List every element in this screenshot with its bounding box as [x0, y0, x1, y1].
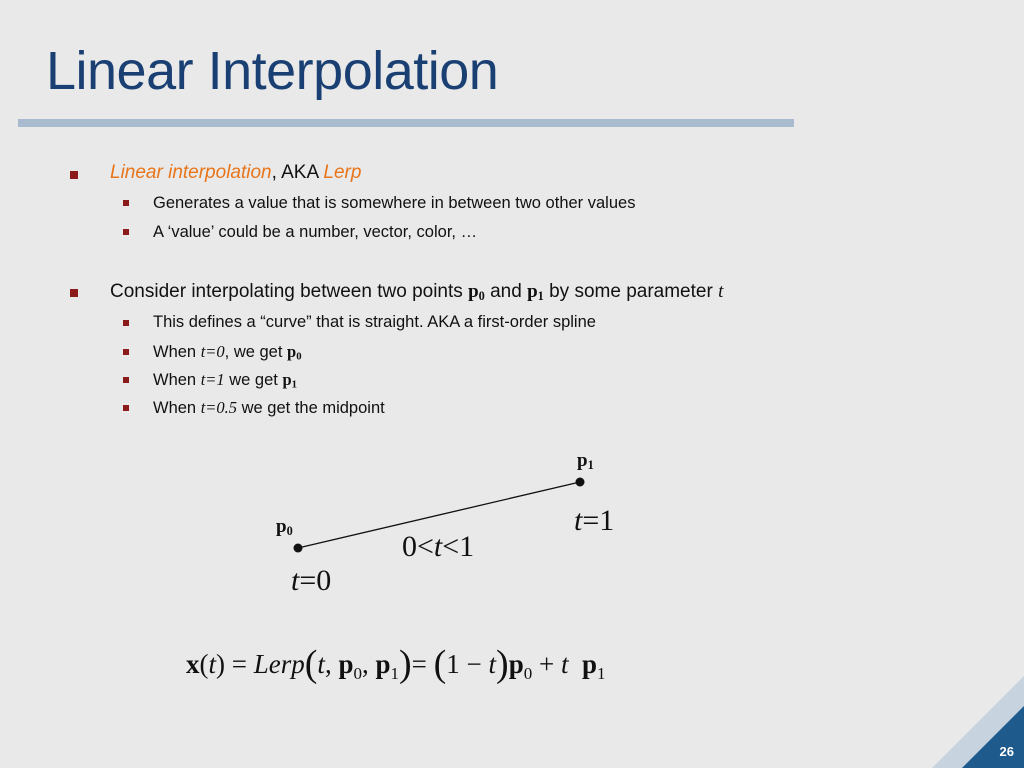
- term-lerp: Lerp: [323, 162, 362, 183]
- sub-bullet-midpoint: When t=0.5 we get the midpoint: [153, 398, 385, 417]
- sub-bullet-generates: Generates a value that is somewhere in between two other values: [153, 194, 636, 212]
- point-p1: $p_1$: [527, 281, 544, 304]
- term-linear-interpolation: Linear interpolation: [110, 162, 272, 183]
- sub-bullet-value: A ‘value’ could be a number, vector, color, …: [153, 223, 478, 241]
- label-t-equals-0: t=0: [291, 564, 332, 597]
- consider-text: Consider interpolating between two points: [110, 281, 469, 302]
- point-p0: $p_0$: [468, 281, 485, 304]
- label-p0: $p_0$: [276, 516, 293, 539]
- lerp-formula: x(t) = Lerp(t, $p_0$, $p_1)= (1 - t)p_0 + t$ $p_1$: [186, 643, 606, 685]
- sub-bullet-t1: When t=1 we get $p_1$: [153, 370, 297, 391]
- sub-bullet-t0: When t=0, we get $p_0$: [153, 342, 302, 363]
- and-text: and: [484, 281, 528, 302]
- param-t: t: [718, 281, 724, 302]
- point-p0-dot: [294, 544, 303, 553]
- label-t-between: 0<t<1: [402, 530, 475, 563]
- point-p1-dot: [576, 478, 585, 487]
- aka-text: , AKA: [271, 162, 324, 183]
- slide-title: Linear Interpolation: [46, 41, 499, 101]
- parameter-text: by some parameter: [543, 281, 719, 302]
- page-number: 26: [999, 744, 1014, 759]
- label-p1: $p_1$: [577, 450, 594, 473]
- sub-bullet-curve: This defines a “curve” that is straight. AKA a first-order spline: [153, 313, 596, 331]
- label-t-equals-1: t=1: [574, 504, 615, 537]
